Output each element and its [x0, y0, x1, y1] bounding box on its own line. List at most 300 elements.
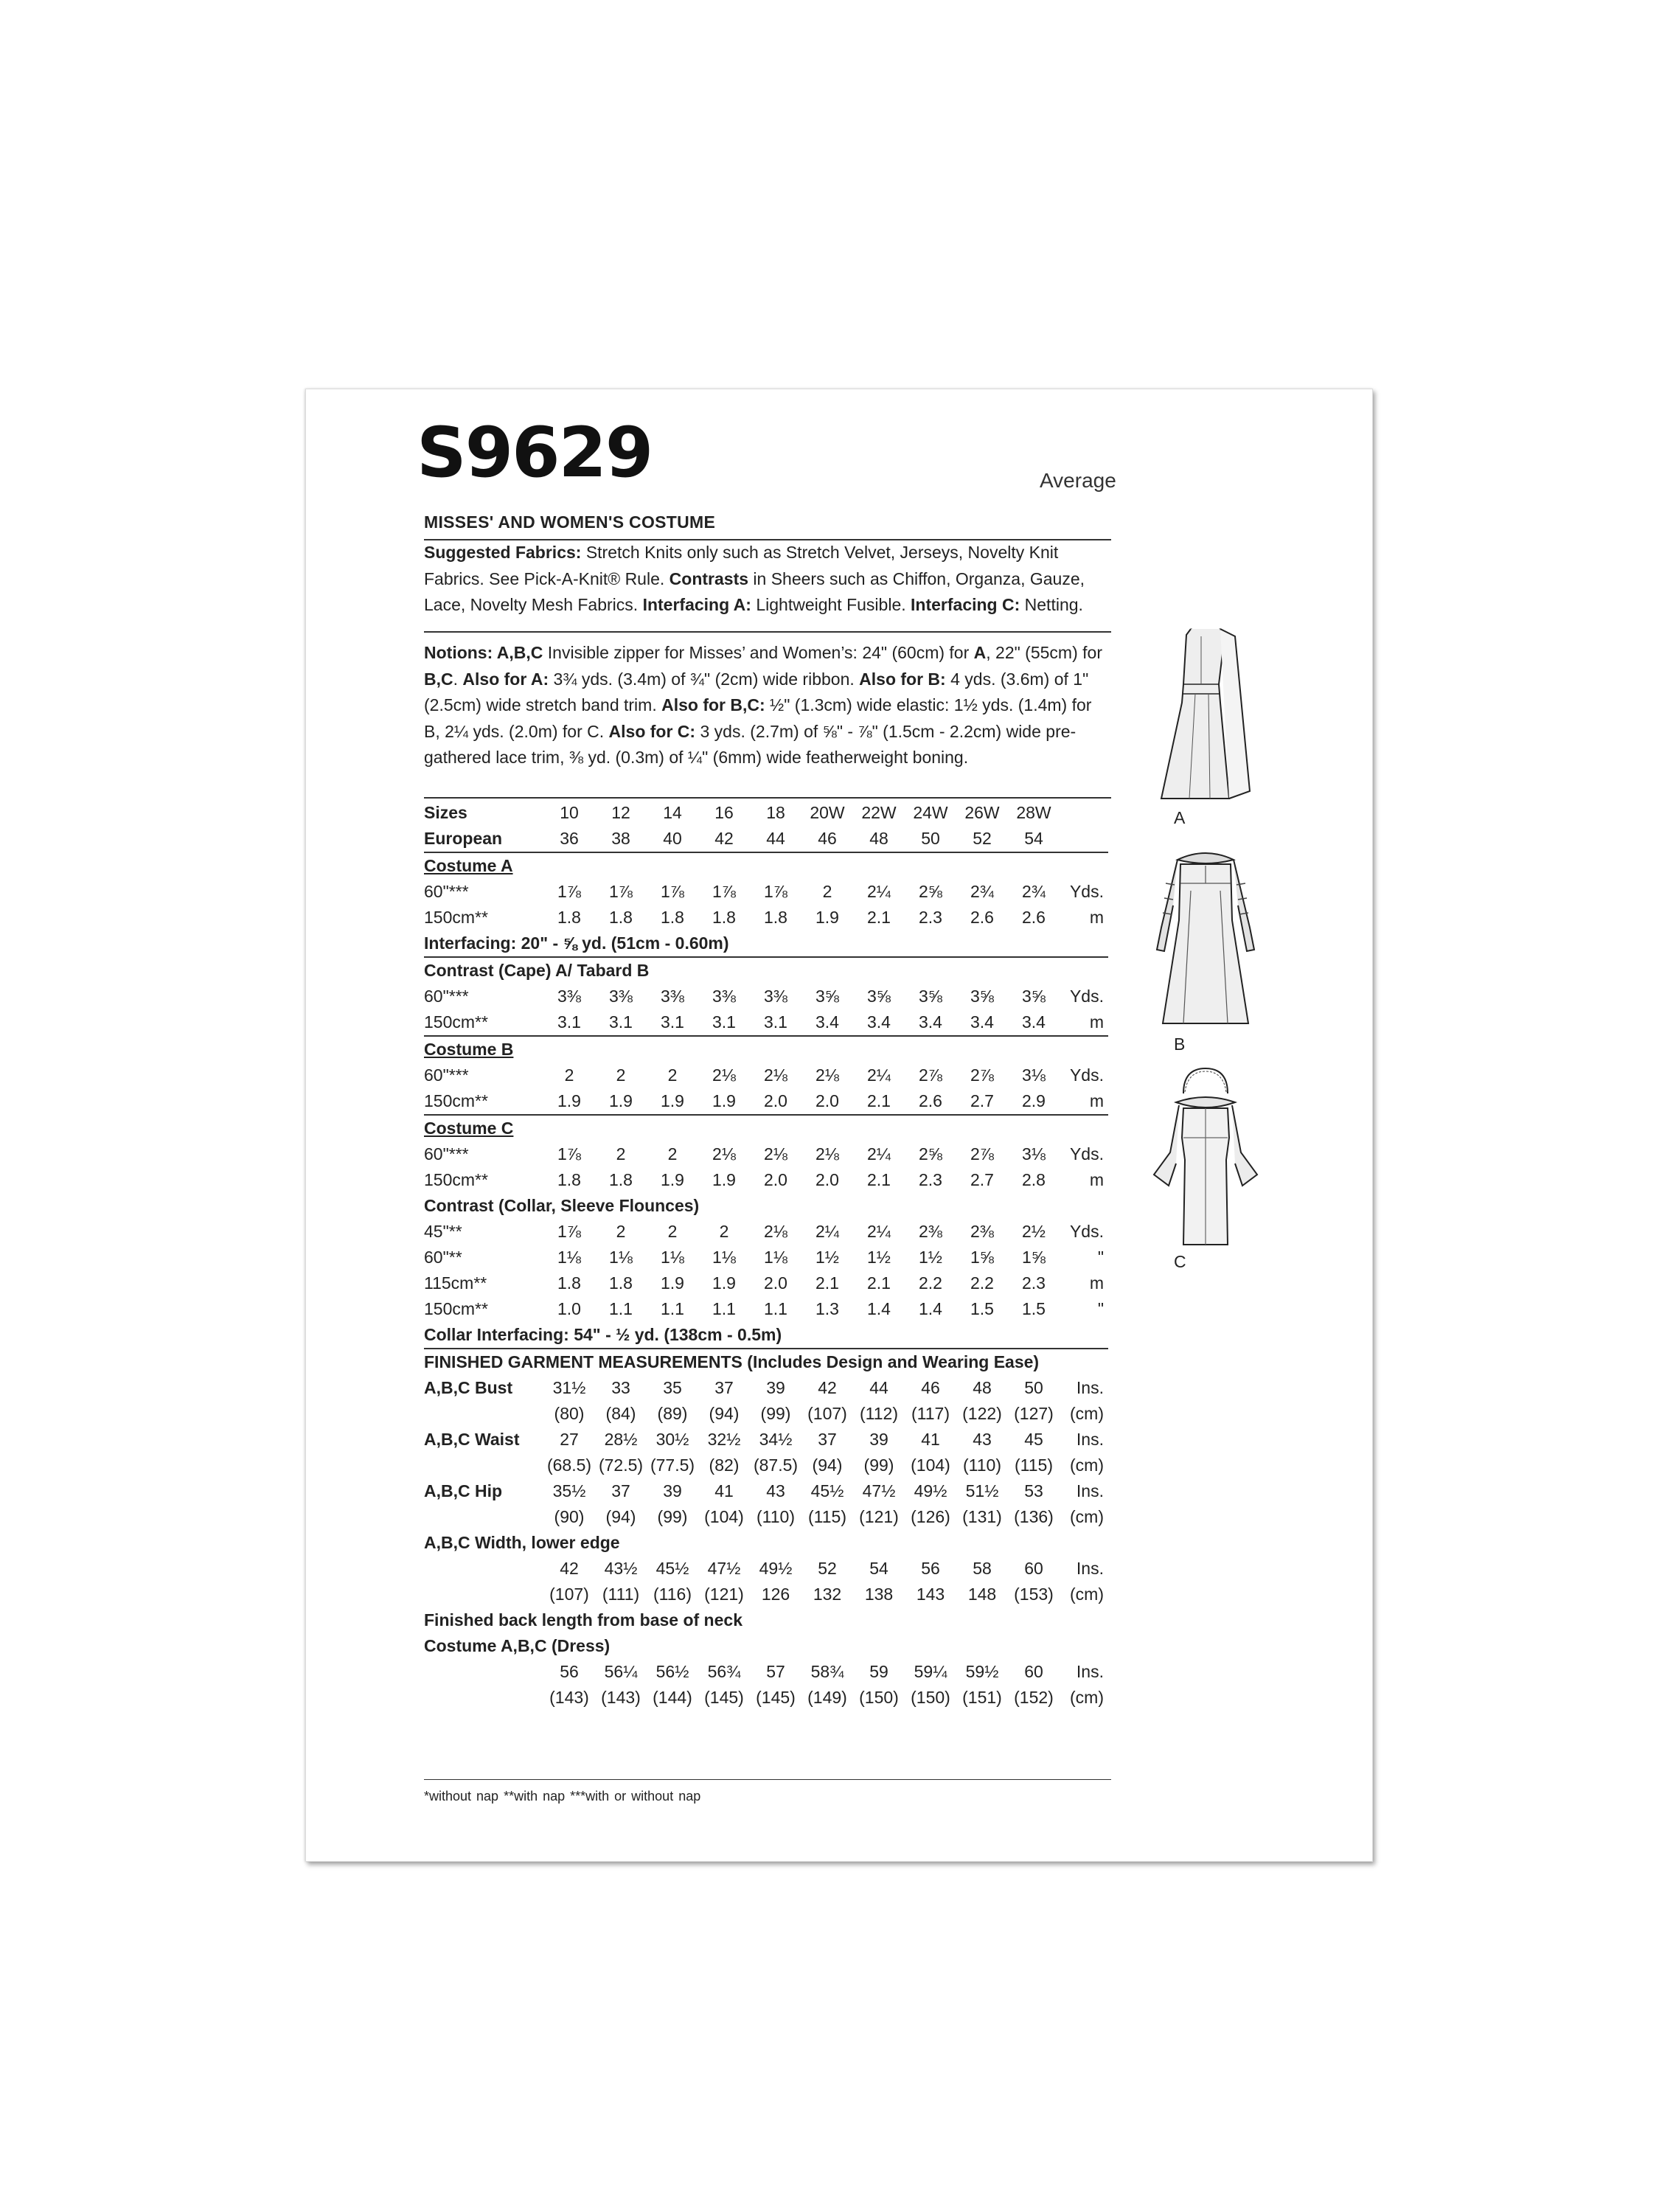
- row-label: [424, 1504, 543, 1530]
- finished-measurements-header: [424, 1349, 1108, 1375]
- cell-value: 45: [1024, 1430, 1043, 1449]
- costume-c-header-text: Costume C: [424, 1115, 1108, 1141]
- pattern-envelope-back: [305, 389, 1373, 1862]
- cell-value: 2.1: [867, 908, 891, 927]
- cell-value: 2.3: [919, 908, 942, 927]
- cell-value: 3⅝: [1022, 987, 1046, 1006]
- cell-value: 39: [663, 1481, 682, 1500]
- cell-value: 126: [761, 1585, 790, 1604]
- costume-b-header: [424, 1036, 1108, 1062]
- cell-value: 2⅝: [919, 882, 942, 901]
- cell-value: 2⅞: [919, 1065, 942, 1085]
- width-cm-row: [424, 1582, 1108, 1607]
- cell-value: 2⅛: [764, 1144, 787, 1164]
- cell-value: 1.8: [764, 908, 787, 927]
- cell-value: (72.5): [598, 1455, 644, 1475]
- cell-value: 1.8: [557, 908, 581, 927]
- cell-value: 53: [1024, 1481, 1043, 1500]
- costume-a-header-text: Costume A: [424, 852, 1108, 879]
- cell-value: 2.6: [919, 1091, 942, 1110]
- cell-value: (104): [704, 1507, 744, 1526]
- cell-value: 48: [973, 1378, 992, 1397]
- cell-value: 2.7: [970, 1091, 994, 1110]
- cell-value: 143: [916, 1585, 945, 1604]
- unit-label: (cm): [1070, 1585, 1104, 1604]
- divider: [424, 631, 1111, 633]
- cell-value: 2: [822, 882, 832, 901]
- cell-value: 1.9: [661, 1091, 684, 1110]
- cell-value: 3.4: [970, 1012, 994, 1032]
- contrast-cape-150-row: [424, 1009, 1108, 1036]
- contrast-cape-header-text: Contrast (Cape) A/ Tabard B: [424, 957, 1108, 984]
- cell-value: 2.1: [867, 1170, 891, 1189]
- cell-value: 2⅝: [919, 1144, 942, 1164]
- cell-value: 2⅛: [764, 1222, 787, 1241]
- row-label: 150cm**: [424, 908, 488, 927]
- cell-value: (94): [605, 1507, 636, 1526]
- row-label: 150cm**: [424, 1091, 488, 1110]
- cell-value: 59½: [965, 1662, 999, 1681]
- cell-value: 3⅜: [661, 987, 684, 1006]
- cell-value: (143): [549, 1688, 589, 1707]
- cell-value: 2.3: [919, 1170, 942, 1189]
- cell-value: 2.1: [867, 1273, 891, 1293]
- cell-value: 2.0: [764, 1170, 787, 1189]
- cell-value: 37: [818, 1430, 837, 1449]
- cell-value: 1⅛: [712, 1248, 736, 1267]
- cell-value: 2.1: [867, 1091, 891, 1110]
- row-label: A,B,C Waist: [424, 1430, 520, 1449]
- width-in-row: [424, 1556, 1108, 1582]
- cell-value: 42: [714, 829, 734, 848]
- unit-label: Ins.: [1076, 1662, 1104, 1681]
- sizes-row: [424, 800, 1108, 826]
- cell-value: 54: [869, 1559, 888, 1578]
- cell-value: 3.1: [557, 1012, 581, 1032]
- cell-value: 3.1: [764, 1012, 787, 1032]
- row-label: 60"***: [424, 1065, 469, 1085]
- gown-with-ruff-collar-icon: [1132, 1064, 1279, 1252]
- cell-value: 1.9: [712, 1091, 736, 1110]
- cell-value: 44: [766, 829, 785, 848]
- width-header: [424, 1530, 1108, 1556]
- cell-value: 40: [663, 829, 682, 848]
- cell-value: 1½: [919, 1248, 942, 1267]
- view-a-label: A: [1174, 808, 1186, 827]
- cell-value: (111): [602, 1585, 640, 1604]
- cell-value: (94): [709, 1404, 740, 1423]
- cell-value: 2.8: [1022, 1170, 1046, 1189]
- row-label: European: [424, 829, 503, 848]
- cell-value: (112): [860, 1404, 898, 1423]
- contrast-collar-115-row: [424, 1270, 1108, 1296]
- cell-value: 2.0: [815, 1091, 839, 1110]
- cell-value: 16: [714, 803, 734, 822]
- gown-with-tabard-icon: [1132, 839, 1279, 1031]
- cell-value: (144): [653, 1688, 692, 1707]
- cell-value: 3.4: [867, 1012, 891, 1032]
- cell-value: 56: [921, 1559, 940, 1578]
- row-label: A,B,C Hip: [424, 1481, 503, 1500]
- cell-value: (151): [962, 1688, 1002, 1707]
- cell-value: 2: [667, 1065, 678, 1085]
- cell-value: 46: [818, 829, 837, 848]
- cell-value: 1.8: [609, 908, 633, 927]
- row-label: 150cm**: [424, 1012, 488, 1032]
- divider: [424, 797, 1111, 799]
- cell-value: 1⅞: [764, 882, 787, 901]
- cell-value: 36: [560, 829, 579, 848]
- cell-value: 56¼: [604, 1662, 638, 1681]
- cell-value: 1⅝: [1022, 1248, 1046, 1267]
- row-label: [424, 1659, 543, 1685]
- cell-value: 1.1: [764, 1299, 787, 1318]
- cell-value: 44: [869, 1378, 888, 1397]
- cell-value: 51½: [965, 1481, 999, 1500]
- cell-value: 1⅛: [661, 1248, 684, 1267]
- cell-value: 1⅞: [661, 882, 684, 901]
- row-label: 150cm**: [424, 1299, 488, 1318]
- cell-value: 1.8: [557, 1170, 581, 1189]
- cell-value: 2½: [1022, 1222, 1046, 1241]
- unit-label: Ins.: [1076, 1481, 1104, 1500]
- cell-value: 1.8: [609, 1170, 633, 1189]
- cell-value: 2.3: [1022, 1273, 1046, 1293]
- cell-value: 1.9: [661, 1273, 684, 1293]
- cell-value: (115): [1015, 1455, 1053, 1475]
- contrast-collar-header: [424, 1193, 1108, 1219]
- cell-value: 2¾: [1022, 882, 1046, 901]
- cell-value: 3.4: [919, 1012, 942, 1032]
- row-label: 150cm**: [424, 1170, 488, 1189]
- cell-value: 47½: [862, 1481, 896, 1500]
- cell-value: 59: [869, 1662, 888, 1681]
- cell-value: 50: [1024, 1378, 1043, 1397]
- pattern-number: S9629: [417, 413, 653, 493]
- cell-value: 148: [967, 1585, 997, 1604]
- unit-label: ": [1097, 1299, 1104, 1318]
- cell-value: 3⅝: [867, 987, 891, 1006]
- cell-value: 42: [818, 1378, 837, 1397]
- cell-value: (115): [808, 1507, 846, 1526]
- cell-value: 1.0: [557, 1299, 581, 1318]
- contrast-cape-60-row: [424, 984, 1108, 1009]
- cell-value: 10: [560, 803, 579, 822]
- cell-value: 2.0: [815, 1170, 839, 1189]
- cell-value: 42: [560, 1559, 579, 1578]
- cell-value: 1⅞: [712, 882, 736, 901]
- back-in-row: [424, 1659, 1108, 1685]
- cell-value: 2⅛: [712, 1065, 736, 1085]
- row-label: [424, 1685, 543, 1711]
- bust-in-row: [424, 1375, 1108, 1401]
- cell-value: 2⅜: [970, 1222, 994, 1241]
- cell-value: 46: [921, 1378, 940, 1397]
- row-label: 60"***: [424, 1144, 469, 1164]
- unit-label: (cm): [1070, 1455, 1104, 1475]
- row-label: 115cm**: [424, 1273, 487, 1293]
- waist-cm-row: [424, 1453, 1108, 1478]
- cell-value: 14: [663, 803, 682, 822]
- footnote-divider: [424, 1779, 1111, 1780]
- unit-label: m: [1089, 908, 1104, 927]
- unit-label: Ins.: [1076, 1378, 1104, 1397]
- cell-value: 1⅞: [557, 1144, 581, 1164]
- back-length-subheader-text: Costume A,B,C (Dress): [424, 1636, 611, 1655]
- cell-value: 32½: [707, 1430, 741, 1449]
- view-b-label: B: [1174, 1034, 1186, 1054]
- cell-value: 20W: [810, 803, 845, 822]
- cell-value: 2.2: [970, 1273, 994, 1293]
- cell-value: 3⅜: [609, 987, 633, 1006]
- width-header-text: A,B,C Width, lower edge: [424, 1533, 620, 1552]
- unit-label: (cm): [1070, 1404, 1104, 1423]
- bust-cm-row: [424, 1401, 1108, 1427]
- cell-value: (153): [1014, 1585, 1054, 1604]
- cell-value: 1.5: [1022, 1299, 1046, 1318]
- contrast-collar-45-row: [424, 1219, 1108, 1245]
- cell-value: (121): [859, 1507, 899, 1526]
- unit-label: (cm): [1070, 1507, 1104, 1526]
- cell-value: 43: [973, 1430, 992, 1449]
- cell-value: 3.4: [1022, 1012, 1046, 1032]
- cell-value: 39: [869, 1430, 888, 1449]
- costume-c-header: [424, 1115, 1108, 1141]
- cell-value: 132: [813, 1585, 842, 1604]
- cell-value: 1.4: [919, 1299, 942, 1318]
- costume-b-header-text: Costume B: [424, 1036, 1108, 1062]
- cell-value: 45½: [655, 1559, 689, 1578]
- contrast-collar-60-row: [424, 1245, 1108, 1270]
- cell-value: (143): [601, 1688, 641, 1707]
- cell-value: 2⅛: [815, 1065, 839, 1085]
- cell-value: 39: [766, 1378, 785, 1397]
- cell-value: 1.8: [557, 1273, 581, 1293]
- contrast-collar-header-text: Contrast (Collar, Sleeve Flounces): [424, 1196, 700, 1215]
- cell-value: 30½: [655, 1430, 689, 1449]
- costume-a-interfacing: [424, 931, 1108, 957]
- suggested-fabrics: Suggested Fabrics: Stretch Knits only such as Stretch Velvet, Jerseys, Novelty Knit Fabrics. See Pick-A-Knit® Rule. Contrasts in Sheers such as Chiffon, Organza, Gauze, Lace, Novelty Mesh Fabrics. Interfacing A: Lightweight Fusible. Interfacing C: Netting.: [424, 543, 1085, 614]
- unit-label: (cm): [1070, 1688, 1104, 1707]
- cell-value: 3⅜: [712, 987, 736, 1006]
- row-label: 60"**: [424, 1248, 462, 1267]
- hip-cm-row: [424, 1504, 1108, 1530]
- cell-value: 37: [611, 1481, 630, 1500]
- cell-value: 2¼: [815, 1222, 839, 1241]
- cell-value: 35: [663, 1378, 682, 1397]
- cell-value: 45½: [810, 1481, 844, 1500]
- cell-value: 47½: [707, 1559, 741, 1578]
- cell-value: 2: [616, 1144, 626, 1164]
- cell-value: (107): [807, 1404, 847, 1423]
- unit-label: [1060, 826, 1108, 852]
- cell-value: 1.4: [867, 1299, 891, 1318]
- row-label: A,B,C Bust: [424, 1378, 513, 1397]
- cell-value: 1⅛: [557, 1248, 581, 1267]
- cell-value: 3.1: [712, 1012, 736, 1032]
- cell-value: 35½: [552, 1481, 586, 1500]
- difficulty-level: Average: [1040, 469, 1116, 492]
- cell-value: (131): [962, 1507, 1002, 1526]
- unit-label: Ins.: [1076, 1430, 1104, 1449]
- notions: Notions: A,B,C Invisible zipper for Misses’ and Women’s: 24" (60cm) for A, 22" (55cm) for B,C. Also for A: 3¾ yds. (3.4m) of ¾" (2cm) wide ribbon. Also for B: 4 yds. (3.6m) of 1" (2.5cm) wide stretch band trim. Also for B,C: ½" (1.3cm) wide elastic: 1½ yds. (1.4m) for B, 2¼ yds. (2.0m) for C. Also for C: 3 yds. (2.7m) of ⅝" - ⅞" (1.5cm - 2.2cm) wide pre-gathered lace trim, ⅜ yd. (0.3m) of ¼" (6mm) wide featherweight boning.: [424, 643, 1102, 767]
- cell-value: 2: [616, 1065, 626, 1085]
- cell-value: (127): [1014, 1404, 1054, 1423]
- footnotes: *without nap **with nap ***with or without nap: [424, 1789, 701, 1804]
- cell-value: 26W: [964, 803, 1000, 822]
- cell-value: (99): [863, 1455, 894, 1475]
- gown-with-cape-icon: [1132, 614, 1279, 806]
- cell-value: 60: [1024, 1662, 1043, 1681]
- unit-label: m: [1089, 1091, 1104, 1110]
- cell-value: 24W: [913, 803, 948, 822]
- cell-value: 56¾: [707, 1662, 741, 1681]
- row-label: 60"***: [424, 987, 469, 1006]
- collar-interfacing: [424, 1322, 1108, 1349]
- cell-value: 1.8: [661, 908, 684, 927]
- cell-value: 59¼: [914, 1662, 947, 1681]
- unit-label: Yds.: [1069, 1222, 1104, 1241]
- cell-value: 3⅜: [764, 987, 787, 1006]
- cell-value: 1.3: [815, 1299, 839, 1318]
- cell-value: (84): [605, 1404, 636, 1423]
- cell-value: (150): [859, 1688, 899, 1707]
- cell-value: 2.7: [970, 1170, 994, 1189]
- costume-a-header: [424, 852, 1108, 879]
- collar-interfacing-text: Collar Interfacing: 54" - ½ yd. (138cm - 0.5m): [424, 1325, 782, 1344]
- cell-value: 2⅛: [712, 1144, 736, 1164]
- cell-value: 56: [560, 1662, 579, 1681]
- cell-value: (87.5): [753, 1455, 799, 1475]
- cell-value: 1½: [867, 1248, 891, 1267]
- cell-value: 3⅝: [919, 987, 942, 1006]
- cell-value: (149): [807, 1688, 847, 1707]
- costume-a-60-row: [424, 879, 1108, 905]
- unit-label: m: [1089, 1012, 1104, 1032]
- cell-value: 2¼: [867, 1222, 891, 1241]
- cell-value: 2¼: [867, 1144, 891, 1164]
- cell-value: 27: [560, 1430, 579, 1449]
- unit-label: Yds.: [1069, 1144, 1104, 1164]
- cell-value: 12: [611, 803, 630, 822]
- cell-value: 2⅞: [970, 1144, 994, 1164]
- back-length-subheader: [424, 1633, 1108, 1659]
- yardage-table: [424, 800, 1108, 1711]
- cell-value: 1½: [815, 1248, 839, 1267]
- unit-label: ": [1097, 1248, 1104, 1267]
- row-label: 60"***: [424, 882, 469, 901]
- cell-value: (116): [653, 1585, 692, 1604]
- cell-value: 18: [766, 803, 785, 822]
- cell-value: 1⅞: [557, 882, 581, 901]
- cell-value: 37: [714, 1378, 734, 1397]
- cell-value: 2¼: [867, 1065, 891, 1085]
- cell-value: 31½: [552, 1378, 586, 1397]
- row-label: [424, 1401, 543, 1427]
- cell-value: (89): [657, 1404, 688, 1423]
- costume-c-60-row: [424, 1141, 1108, 1167]
- cell-value: 1.8: [712, 908, 736, 927]
- cell-value: 28½: [604, 1430, 638, 1449]
- costume-b-60-row: [424, 1062, 1108, 1088]
- cell-value: 2: [667, 1222, 678, 1241]
- cell-value: 49½: [914, 1481, 947, 1500]
- cell-value: (77.5): [650, 1455, 695, 1475]
- cell-value: 34½: [759, 1430, 793, 1449]
- back-length-header-text: Finished back length from base of neck: [424, 1610, 742, 1630]
- cell-value: 2: [719, 1222, 729, 1241]
- cell-value: (145): [704, 1688, 744, 1707]
- cell-value: (136): [1014, 1507, 1054, 1526]
- cell-value: 48: [869, 829, 888, 848]
- cell-value: 3.4: [815, 1012, 839, 1032]
- cell-value: 3⅝: [815, 987, 839, 1006]
- finished-measurements-header-text: FINISHED GARMENT MEASUREMENTS (Includes Design and Wearing Ease): [424, 1349, 1108, 1375]
- unit-label: m: [1089, 1170, 1104, 1189]
- cell-value: 1.1: [609, 1299, 633, 1318]
- back-length-header: [424, 1607, 1108, 1633]
- cell-value: 1⅛: [764, 1248, 787, 1267]
- cell-value: 1⅛: [609, 1248, 633, 1267]
- cell-value: 3⅝: [970, 987, 994, 1006]
- cell-value: 2.0: [764, 1091, 787, 1110]
- cell-value: 56½: [655, 1662, 689, 1681]
- cell-value: 1.1: [712, 1299, 736, 1318]
- cell-value: 60: [1024, 1559, 1043, 1578]
- cell-value: 2: [667, 1144, 678, 1164]
- cell-value: 43: [766, 1481, 785, 1500]
- costume-a-interfacing-text: Interfacing: 20" - ⅝ yd. (51cm - 0.60m): [424, 933, 729, 953]
- cell-value: 2.0: [764, 1273, 787, 1293]
- cell-value: 1.5: [970, 1299, 994, 1318]
- cell-value: (122): [962, 1404, 1002, 1423]
- cell-value: 3⅛: [1022, 1144, 1046, 1164]
- cell-value: (90): [554, 1507, 585, 1526]
- cell-value: 2⅛: [815, 1144, 839, 1164]
- contrast-collar-150-row: [424, 1296, 1108, 1322]
- cell-value: (152): [1014, 1688, 1054, 1707]
- cell-value: 41: [714, 1481, 734, 1500]
- unit-label: m: [1089, 1273, 1104, 1293]
- row-label: [424, 1556, 543, 1582]
- cell-value: 43½: [604, 1559, 638, 1578]
- cell-value: (94): [812, 1455, 843, 1475]
- cell-value: 1.9: [815, 908, 839, 927]
- costume-c-150-row: [424, 1167, 1108, 1193]
- cell-value: 1.9: [609, 1091, 633, 1110]
- unit-label: Yds.: [1069, 987, 1104, 1006]
- cell-value: 1.9: [712, 1273, 736, 1293]
- cell-value: 1⅝: [970, 1248, 994, 1267]
- cell-value: 1⅞: [609, 882, 633, 901]
- cell-value: 3⅛: [1022, 1065, 1046, 1085]
- cell-value: (117): [911, 1404, 950, 1423]
- cell-value: (110): [757, 1507, 795, 1526]
- cell-value: 49½: [759, 1559, 793, 1578]
- cell-value: 54: [1024, 829, 1043, 848]
- cell-value: (99): [657, 1507, 688, 1526]
- cell-value: 3.1: [609, 1012, 633, 1032]
- cell-value: 38: [611, 829, 630, 848]
- cell-value: 2: [564, 1065, 574, 1085]
- cell-value: (107): [549, 1585, 589, 1604]
- row-label: 45"**: [424, 1222, 462, 1241]
- european-sizes-row: [424, 826, 1108, 852]
- cell-value: 2.9: [1022, 1091, 1046, 1110]
- cell-value: 1.9: [712, 1170, 736, 1189]
- cell-value: (145): [756, 1688, 796, 1707]
- cell-value: 2⅜: [919, 1222, 942, 1241]
